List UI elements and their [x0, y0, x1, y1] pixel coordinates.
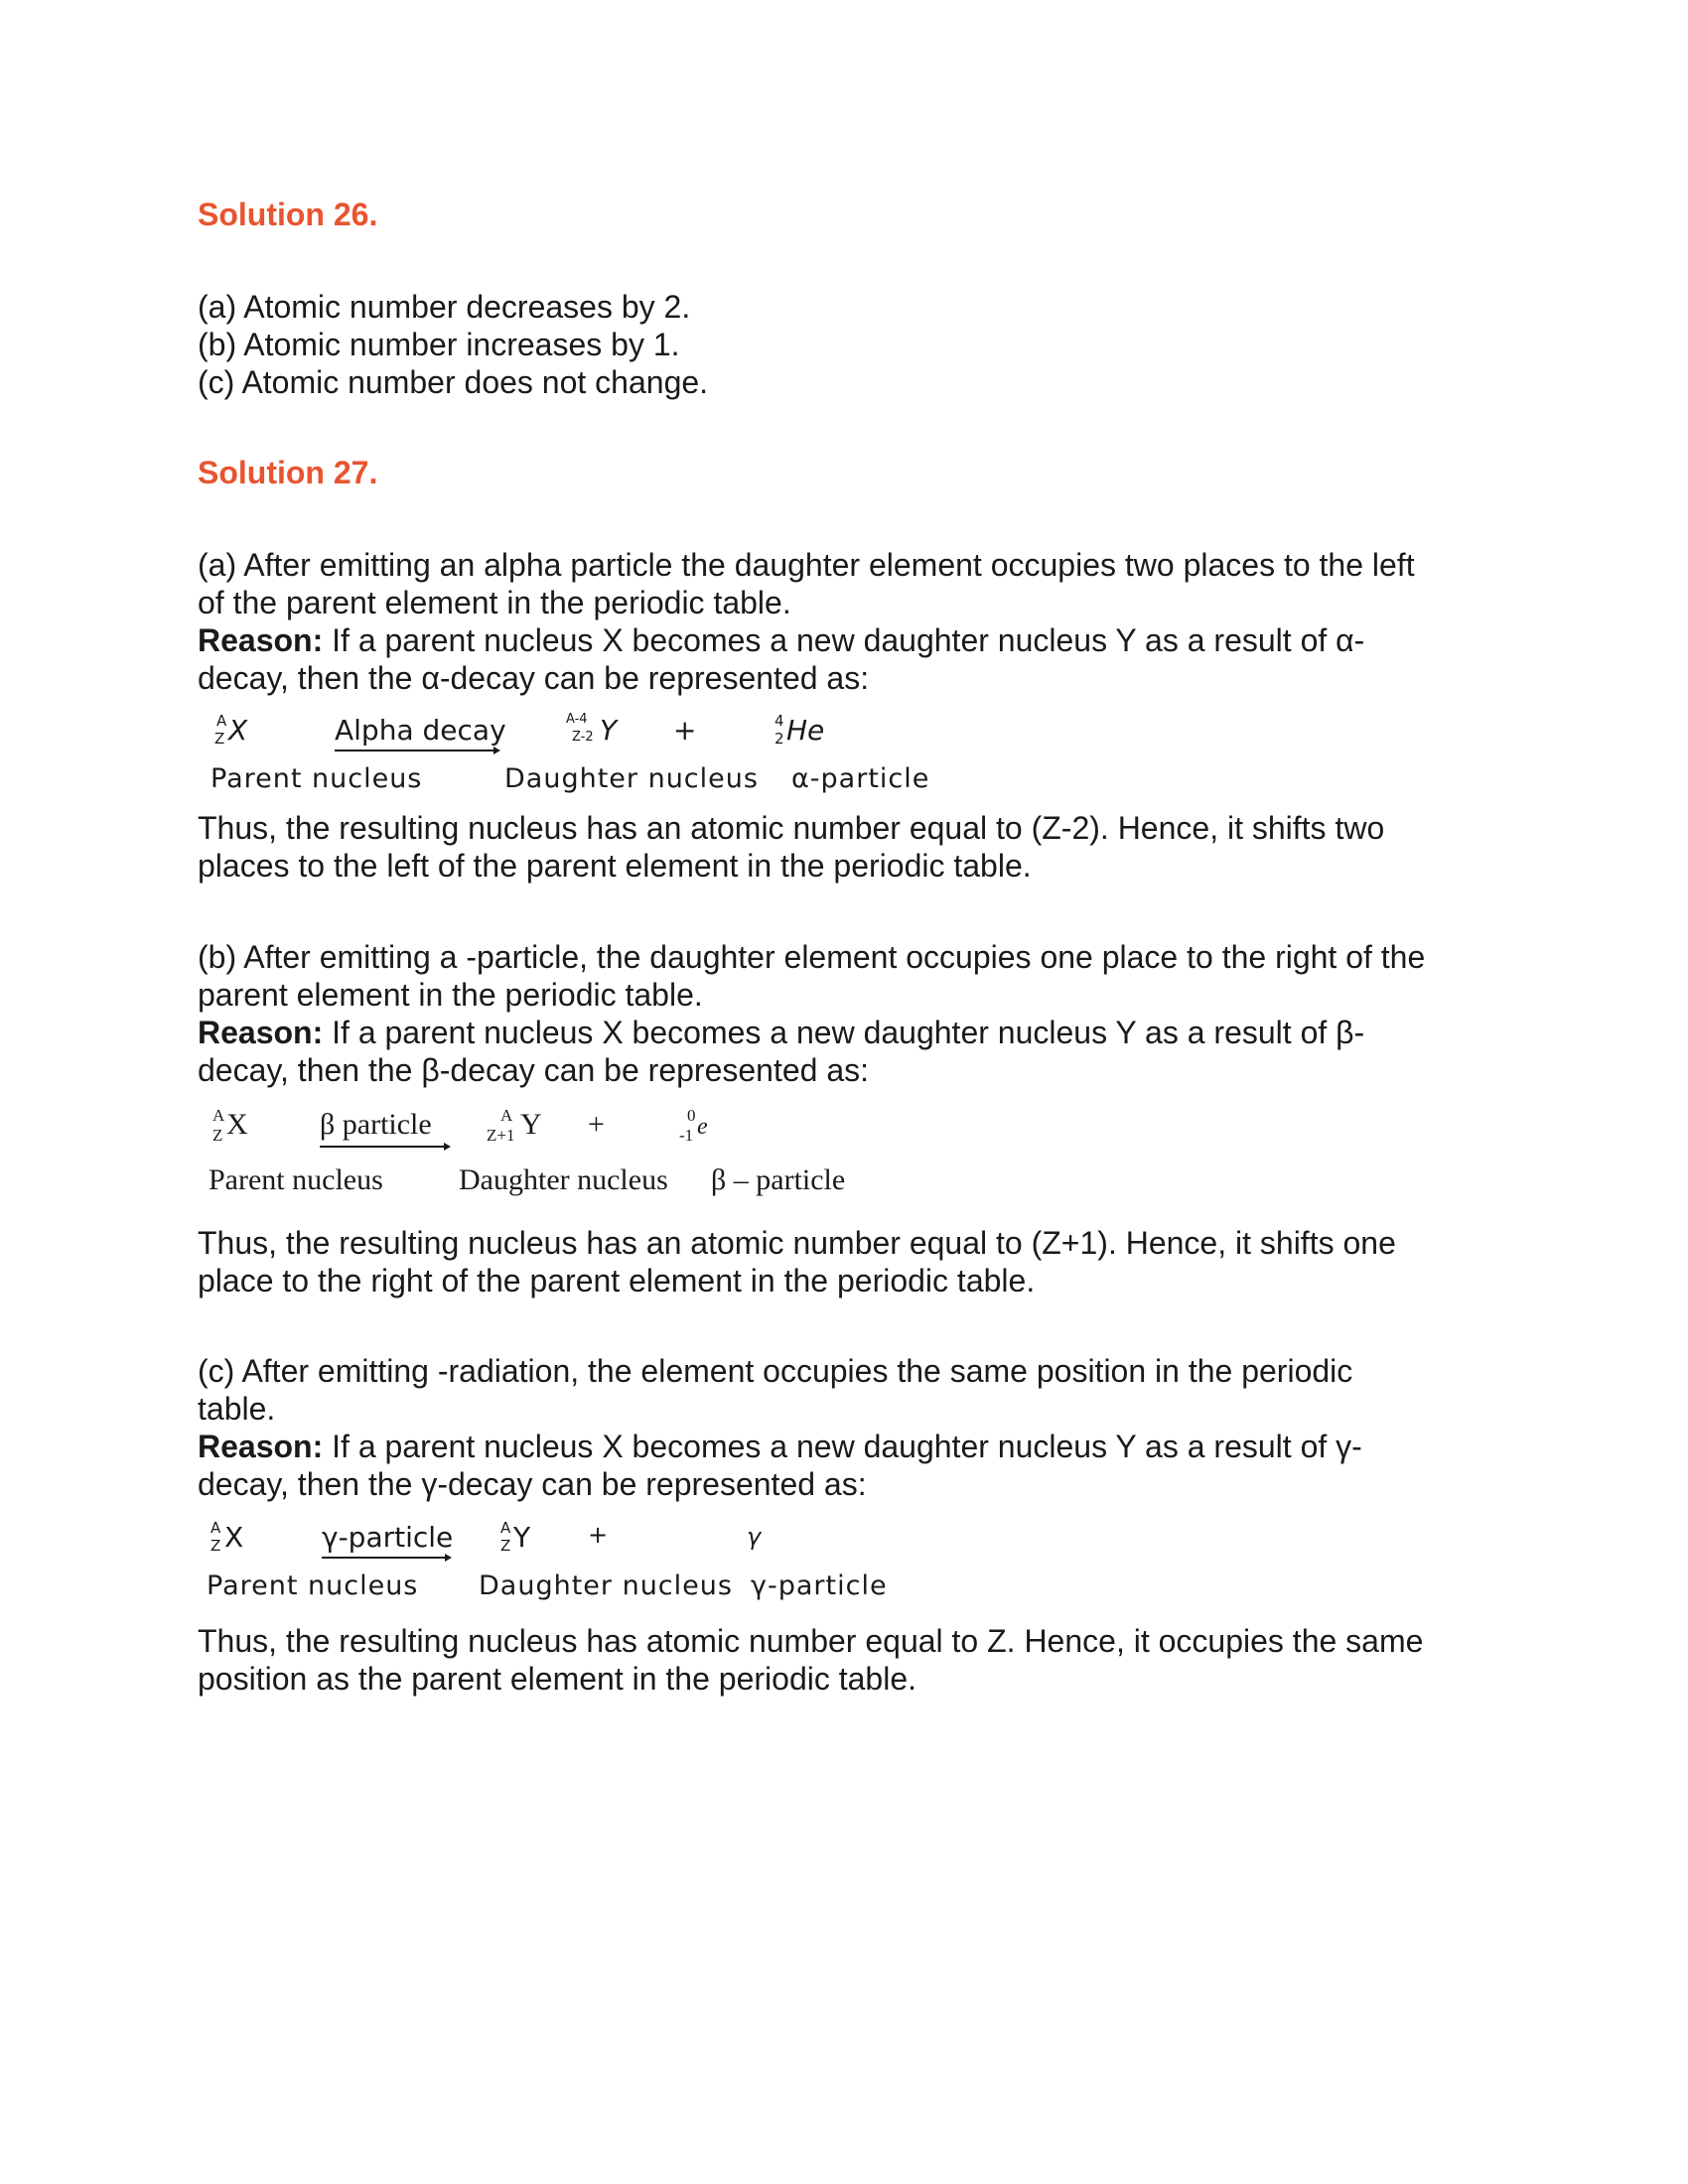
label-daughter-nucleus: Daughter nucleus	[479, 1570, 733, 1601]
parent-mass-number: A	[211, 1519, 221, 1537]
label-parent-nucleus: Parent nucleus	[211, 763, 423, 794]
reason-text: If a parent nucleus X becomes a new daughter nucleus Y as a result of γ-	[323, 1429, 1362, 1464]
part-b-intro-line-1: (b) After emitting a -particle, the daughter element occupies one place to the right of the	[198, 939, 1426, 975]
parent-atomic-number: Z	[211, 1537, 221, 1555]
label-alpha-particle: α-particle	[791, 763, 930, 794]
reason-text: If a parent nucleus X becomes a new daughter nucleus Y as a result of α-	[323, 622, 1365, 658]
part-c-conclusion	[198, 1622, 1488, 1698]
daughter-atomic-number: Z	[500, 1537, 511, 1555]
reason-label: Reason:	[198, 622, 324, 658]
part-a-intro-line-1: (a) After emitting an alpha particle the daughter element occupies two places to the left	[198, 547, 1415, 583]
part-a-conclusion-line-1: Thus, the resulting nucleus has an atomic number equal to (Z-2). Hence, it shifts two	[198, 810, 1385, 846]
solution-27-heading: Solution 27.	[198, 455, 378, 490]
daughter-atomic-number: Z+1	[487, 1126, 515, 1145]
product-mass-number: 4	[774, 712, 784, 730]
daughter-mass-number: A	[500, 1106, 513, 1125]
beta-decay-equation	[0, 1104, 1688, 1203]
part-b-conclusion-line-2: place to the right of the parent element in the periodic table.	[198, 1263, 1036, 1298]
part-a-reason	[198, 621, 1488, 659]
product-symbol: e	[697, 1114, 708, 1140]
answer-b: (b) Atomic number increases by 1.	[198, 327, 680, 362]
part-a-intro-line-2: of the parent element in the periodic table.	[198, 585, 791, 620]
solution-26-heading: Solution 26.	[198, 197, 378, 232]
plus-sign: +	[673, 714, 697, 747]
arrow-label: γ-particle	[322, 1521, 454, 1554]
product-mass-number: 0	[687, 1106, 696, 1125]
reason-label: Reason:	[198, 1015, 324, 1050]
daughter-mass-number: A	[500, 1519, 511, 1537]
gamma-decay-equation	[0, 1519, 1688, 1618]
answer-c: (c) Atomic number does not change.	[198, 364, 709, 400]
product-symbol: γ	[747, 1523, 762, 1551]
part-b-reason	[198, 1014, 1488, 1051]
daughter-symbol: Y	[600, 714, 618, 747]
label-daughter-nucleus: Daughter nucleus	[459, 1163, 668, 1196]
daughter-mass-number: A-4	[566, 712, 588, 727]
reaction-arrow	[320, 1146, 444, 1148]
arrow-head	[445, 1554, 452, 1562]
parent-symbol: X	[228, 714, 248, 747]
part-c-reason-line-2: decay, then the γ-decay can be represented as:	[198, 1466, 867, 1502]
label-parent-nucleus: Parent nucleus	[209, 1163, 383, 1196]
daughter-atomic-number: Z-2	[572, 730, 594, 745]
daughter-symbol: Y	[520, 1108, 542, 1141]
parent-atomic-number: Z	[212, 1126, 223, 1145]
arrow-label: Alpha decay	[335, 714, 506, 747]
reason-label: Reason:	[198, 1429, 324, 1464]
alpha-decay-equation	[0, 710, 1688, 809]
part-a-reason-line-2: decay, then the α-decay can be represented as:	[198, 660, 870, 696]
parent-symbol: X	[224, 1521, 244, 1554]
parent-mass-number: A	[212, 1106, 225, 1125]
arrow-head	[493, 747, 500, 754]
part-a-conclusion-line-2: places to the left of the parent element in the periodic table.	[198, 848, 1032, 884]
product-symbol: He	[786, 714, 825, 747]
part-b-intro-line-2: parent element in the periodic table.	[198, 977, 703, 1013]
reaction-arrow	[322, 1557, 445, 1559]
solution-26-answers	[198, 288, 1488, 401]
plus-sign: +	[588, 1521, 609, 1549]
part-b-conclusion-line-1: Thus, the resulting nucleus has an atomic number equal to (Z+1). Hence, it shifts one	[198, 1225, 1396, 1261]
parent-atomic-number: Z	[214, 730, 225, 748]
part-b-intro	[198, 938, 1488, 1089]
product-atomic-number: 2	[774, 730, 784, 748]
arrow-head	[444, 1143, 451, 1151]
parent-mass-number: A	[216, 712, 227, 730]
part-c-conclusion-line-2: position as the parent element in the periodic table.	[198, 1661, 917, 1697]
daughter-symbol: Y	[513, 1521, 531, 1554]
plus-sign: +	[588, 1108, 605, 1141]
part-c-intro-line-2: table.	[198, 1391, 276, 1427]
reason-text: If a parent nucleus X becomes a new daughter nucleus Y as a result of β-	[323, 1015, 1365, 1050]
part-c-intro-line-1: (c) After emitting -radiation, the element occupies the same position in the periodic	[198, 1353, 1353, 1389]
answer-a: (a) Atomic number decreases by 2.	[198, 289, 691, 325]
part-b-conclusion	[198, 1224, 1488, 1299]
product-atomic-number: -1	[679, 1126, 694, 1145]
reaction-arrow	[335, 750, 493, 751]
label-daughter-nucleus: Daughter nucleus	[504, 763, 759, 794]
part-b-reason-line-2: decay, then the β-decay can be represented as:	[198, 1052, 870, 1088]
part-a-conclusion	[198, 809, 1488, 885]
label-beta-particle: β – particle	[711, 1163, 846, 1196]
arrow-label: β particle	[320, 1108, 432, 1141]
part-a-intro	[198, 546, 1488, 697]
label-parent-nucleus: Parent nucleus	[207, 1570, 419, 1601]
part-c-conclusion-line-1: Thus, the resulting nucleus has atomic number equal to Z. Hence, it occupies the same	[198, 1623, 1424, 1659]
part-c-intro	[198, 1352, 1488, 1503]
part-c-reason	[198, 1428, 1488, 1465]
parent-symbol: X	[226, 1108, 248, 1141]
label-gamma-particle: γ-particle	[751, 1570, 888, 1601]
